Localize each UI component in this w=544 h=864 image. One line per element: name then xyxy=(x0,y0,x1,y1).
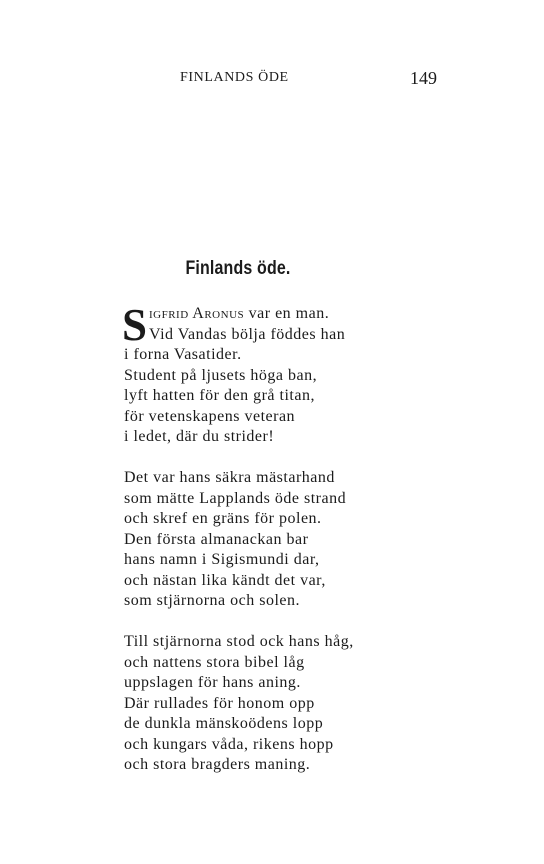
poem-line: och stora bragders maning. xyxy=(124,756,311,773)
poem-line: hans namn i Sigismundi dar, xyxy=(124,551,320,568)
poem-line: i ledet, där du strider! xyxy=(124,428,275,445)
page-number: 149 xyxy=(410,68,437,88)
poem-line: Där rullades för honom opp xyxy=(124,694,315,712)
poem-line: och kungars våda, rikens hopp xyxy=(124,735,334,753)
running-head xyxy=(0,70,544,90)
poem-line xyxy=(124,304,424,325)
poem-line: och skref en gräns för polen. xyxy=(124,510,322,527)
first-line-caps: igfrid Aronus xyxy=(149,305,245,322)
running-title: FINLANDS ÖDE xyxy=(180,70,289,85)
poem-line: uppslagen för hans aning. xyxy=(124,674,301,691)
drop-cap: S xyxy=(122,300,148,350)
poem-line: som stjärnorna och solen. xyxy=(124,592,301,609)
poem-line: för vetenskapens veteran xyxy=(124,407,296,425)
poem-line: Det var hans säkra mästarhand xyxy=(124,469,335,486)
poem-line: och nattens stora bibel låg xyxy=(124,653,305,671)
poem-line: Till stjärnorna stod ock hans håg, xyxy=(124,633,354,650)
stanza-2 xyxy=(124,468,424,612)
stanza-1 xyxy=(122,300,424,448)
stanza-3 xyxy=(124,632,424,776)
poem-line: i forna Vasatider. xyxy=(124,346,242,363)
poem-line: Den första almanackan bar xyxy=(124,530,309,548)
poem-body xyxy=(122,300,424,796)
poem-title: Finlands öde. xyxy=(185,258,291,279)
poem-line: Student på ljusets höga ban, xyxy=(124,366,318,384)
first-line-text: var en man. xyxy=(244,305,330,322)
poem-line: som mätte Lapplands öde strand xyxy=(124,489,347,507)
poem-line: Vid Vandas bölja föddes han xyxy=(149,325,346,343)
poem-line: och nästan lika kändt det var, xyxy=(124,571,326,589)
poem-line: lyft hatten för den grå titan, xyxy=(124,387,315,404)
poem-line: de dunkla mänskoödens lopp xyxy=(124,715,324,732)
